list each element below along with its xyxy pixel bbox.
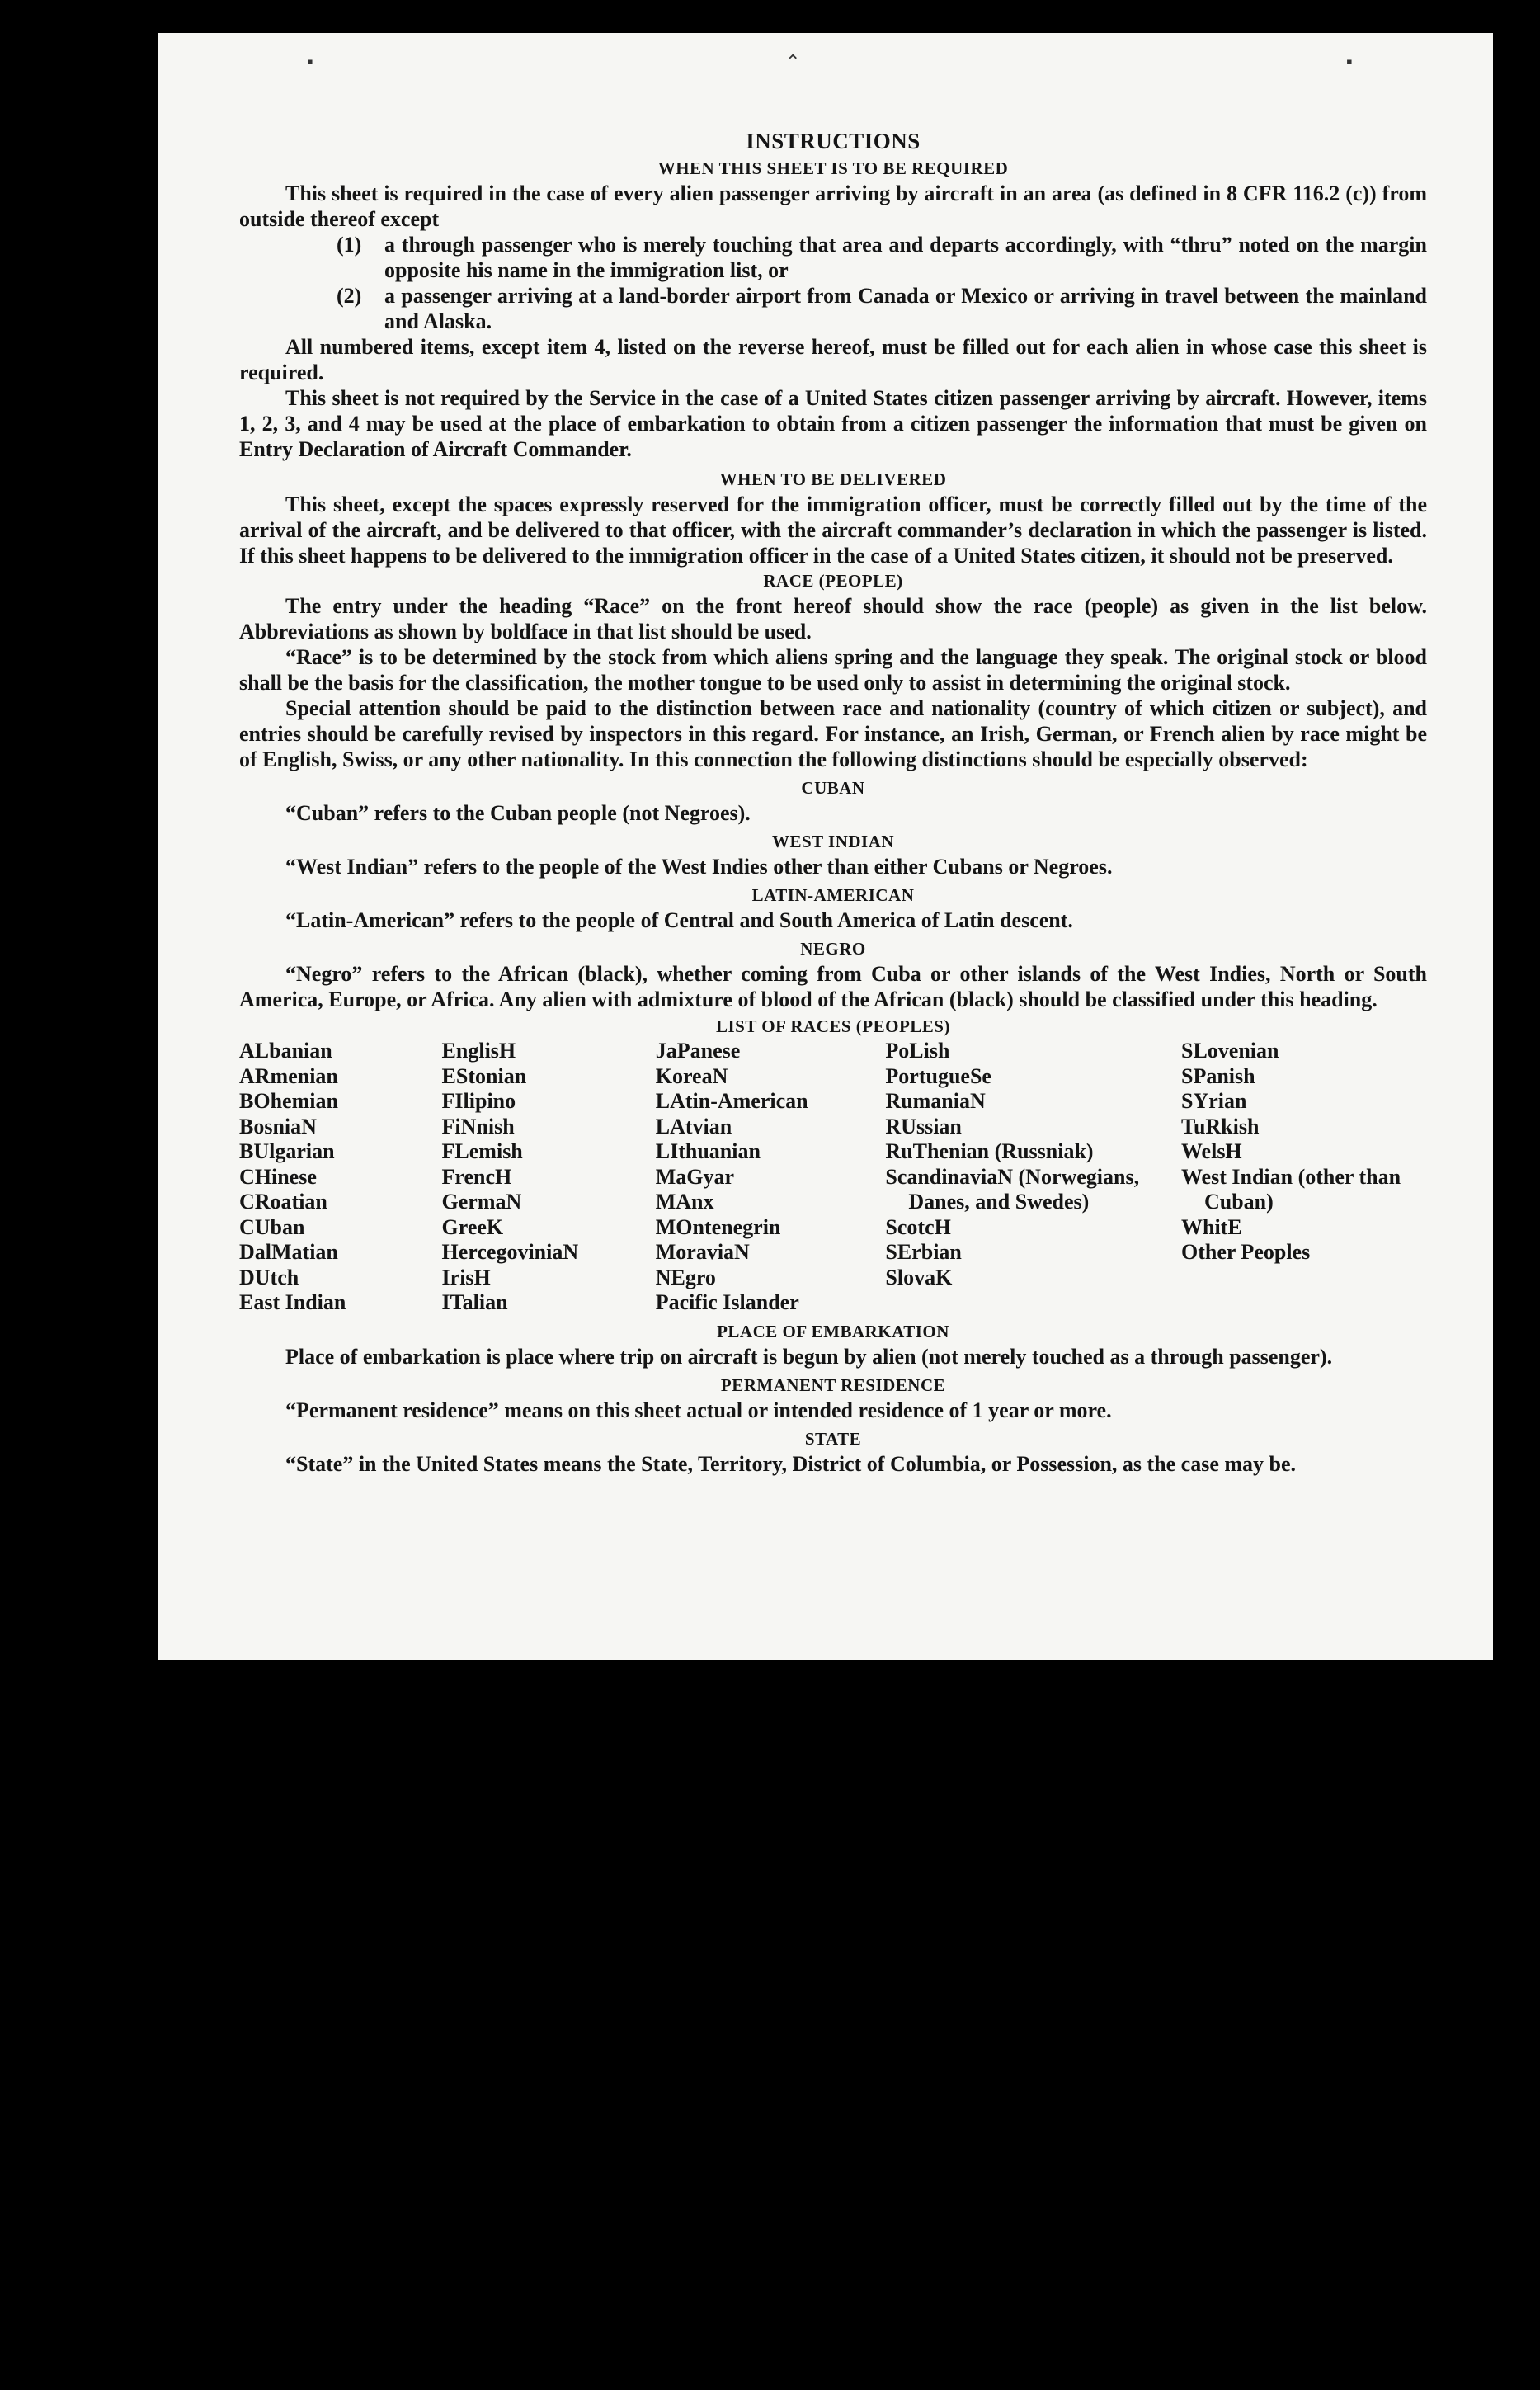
race-item: RumaniaN xyxy=(885,1089,986,1113)
numbered-item xyxy=(337,232,1427,283)
section-heading: STATE xyxy=(804,1428,862,1449)
race-item: Other Peoples xyxy=(1180,1240,1311,1264)
race-item: FLemish xyxy=(441,1139,523,1163)
paragraph: Place of embarkation is place where trip on aircraft is begun by alien (not merely touched as a through passenger). xyxy=(285,1344,1333,1369)
page-title: INSTRUCTIONS xyxy=(746,129,921,153)
section-heading: WHEN TO BE DELIVERED xyxy=(719,469,947,489)
paragraph: This sheet, except the spaces expressly reserved for the immigration officer, must be correctly filled out by the time of the arrival of the aircraft, and be delivered to that officer, with the aircraft commander’s declaration in which the passenger is listed. If this sheet happens to be delivered to the immigration officer in the case of a United States citizen, it should not be preserved. xyxy=(239,493,1427,568)
race-item: SLovenian xyxy=(1180,1039,1279,1063)
item-number: (2) xyxy=(337,284,362,308)
race-item: DalMatian xyxy=(239,1240,338,1264)
scan-mark: ▪ xyxy=(307,51,313,72)
race-item: RUssian xyxy=(885,1114,962,1138)
race-item: FiNnish xyxy=(441,1114,515,1138)
document-sheet xyxy=(158,33,1493,1660)
race-item: MoraviaN xyxy=(655,1240,750,1264)
paragraph: This sheet is not required by the Service in the case of a United States citizen passenger arriving by aircraft. However, items 1, 2, 3, and 4 may be used at the place of embarkation to obtain from a citizen passenger the information that must be given on Entry Declaration of Aircraft Commander. xyxy=(239,386,1427,461)
paragraph: This sheet is required in the case of every alien passenger arriving by aircraft in an area (as defined in 8 CFR 116.2 (c)) from outside thereof except xyxy=(239,181,1427,231)
race-column xyxy=(442,1039,656,1316)
paragraph: The entry under the heading “Race” on the front hereof should show the race (people) as given in the list below. Abbreviations as shown by boldface in that list should be used. xyxy=(239,594,1427,643)
scan-marks xyxy=(158,51,1493,76)
race-column xyxy=(885,1039,1181,1316)
race-item: EnglisH xyxy=(441,1039,516,1063)
race-item: NEgro xyxy=(655,1265,716,1289)
race-item: SYrian xyxy=(1180,1089,1247,1113)
section-heading: LATIN-AMERICAN xyxy=(751,885,915,905)
race-item: FIlipino xyxy=(441,1089,516,1113)
race-item: FrencH xyxy=(441,1164,512,1189)
section-heading: CUBAN xyxy=(801,778,865,798)
race-item: MOntenegrin xyxy=(655,1214,781,1239)
race-item: SlovaK xyxy=(885,1265,953,1289)
race-item: HercegoviniaN xyxy=(441,1240,579,1264)
race-item: IrisH xyxy=(441,1265,491,1289)
race-item: ARmenian xyxy=(239,1063,338,1088)
race-item: WelsH xyxy=(1180,1139,1242,1163)
race-item: SErbian xyxy=(885,1240,962,1264)
race-item: ALbanian xyxy=(239,1039,332,1063)
race-item: WhitE xyxy=(1180,1214,1242,1239)
section-heading: PERMANENT RESIDENCE xyxy=(720,1374,946,1395)
paragraph: “Permanent residence” means on this sheet actual or intended residence of 1 year or more. xyxy=(285,1398,1112,1422)
scan-mark: ⌃ xyxy=(785,51,801,72)
race-item: KoreaN xyxy=(655,1063,728,1088)
paragraph: “Latin-American” refers to the people of Central and South America of Latin descent. xyxy=(285,908,1073,932)
race-item: SPanish xyxy=(1180,1063,1255,1088)
race-item: TuRkish xyxy=(1180,1114,1260,1138)
section-heading: LIST OF RACES (PEOPLES) xyxy=(716,1016,950,1036)
paragraph: Special attention should be paid to the distinction between race and nationality (country of which citizen or subject), and entries should be carefully revised by inspectors in this regard. For instance, an Irish, German, or French alien by race might be of English, Swiss, or any other nationality. In this connection the following distinctions should be especially observed: xyxy=(239,696,1427,771)
race-column xyxy=(239,1039,442,1316)
section-heading: WEST INDIAN xyxy=(771,832,895,851)
paragraph: “Race” is to be determined by the stock from which aliens spring and the language they speak. The original stock or blood shall be the basis for the classification, the mother tongue to be used only to assist in determining the original stock. xyxy=(239,645,1427,695)
race-item: PortugueSe xyxy=(885,1063,991,1088)
paragraph: “State” in the United States means the State, Territory, District of Columbia, or Possession, as the case may be. xyxy=(285,1451,1297,1476)
race-item: RuThenian (Russniak) xyxy=(885,1139,1094,1163)
race-item: CHinese xyxy=(239,1164,317,1189)
race-item: DUtch xyxy=(239,1265,299,1289)
race-item: MaGyar xyxy=(655,1164,735,1189)
race-item: LIthuanian xyxy=(655,1139,761,1163)
race-item: JaPanese xyxy=(655,1039,741,1063)
race-item: CUban xyxy=(239,1214,305,1239)
race-column xyxy=(1181,1039,1427,1316)
race-item: ScotcH xyxy=(885,1214,951,1239)
item-number: (1) xyxy=(337,233,362,257)
race-item: BUlgarian xyxy=(239,1139,335,1163)
section-heading: RACE (PEOPLE) xyxy=(763,571,903,591)
scan-mark: ▪ xyxy=(1346,51,1353,72)
race-list xyxy=(239,1039,1427,1316)
race-item: East Indian xyxy=(239,1290,346,1314)
race-item: ITalian xyxy=(441,1290,508,1314)
paragraph: “West Indian” refers to the people of the West Indies other than either Cubans or Negroes. xyxy=(285,855,1113,879)
paragraph: “Cuban” refers to the Cuban people (not Negroes). xyxy=(285,801,751,825)
item-text: a passenger arriving at a land-border airport from Canada or Mexico or arriving in travel between the mainland and Alaska. xyxy=(384,284,1427,333)
paragraph: All numbered items, except item 4, listed on the reverse hereof, must be filled out for each alien in whose case this sheet is required. xyxy=(239,335,1427,384)
race-item: LAtin-American xyxy=(655,1089,808,1113)
race-item: LAtvian xyxy=(655,1114,732,1138)
race-item: PoLish xyxy=(885,1039,950,1063)
race-item: ScandinaviaN (Norwegians, Danes, and Swedes) xyxy=(885,1164,1140,1214)
item-text: a through passenger who is merely touching that area and departs accordingly, with “thru” noted on the margin opposite his name in the immigration list, or xyxy=(384,233,1427,282)
race-item: GreeK xyxy=(441,1214,504,1239)
race-item: West Indian (other than Cuban) xyxy=(1180,1164,1401,1214)
race-item: GermaN xyxy=(441,1190,522,1214)
numbered-item xyxy=(337,283,1427,334)
race-item: MAnx xyxy=(655,1190,714,1214)
paragraph: “Negro” refers to the African (black), whether coming from Cuba or other islands of the West Indies, North or South America, Europe, or Africa. Any alien with admixture of blood of the African (black) should be classified under this heading. xyxy=(239,962,1427,1011)
race-item: EStonian xyxy=(441,1063,527,1088)
section-heading: WHEN THIS SHEET IS TO BE REQUIRED xyxy=(657,158,1009,178)
section-heading: NEGRO xyxy=(800,939,866,959)
section-heading: PLACE OF EMBARKATION xyxy=(717,1321,949,1341)
race-column xyxy=(656,1039,886,1316)
race-item: BosniaN xyxy=(239,1114,317,1138)
race-item: Pacific Islander xyxy=(655,1290,799,1314)
race-item: CRoatian xyxy=(239,1190,327,1214)
race-item: BOhemian xyxy=(239,1089,338,1113)
